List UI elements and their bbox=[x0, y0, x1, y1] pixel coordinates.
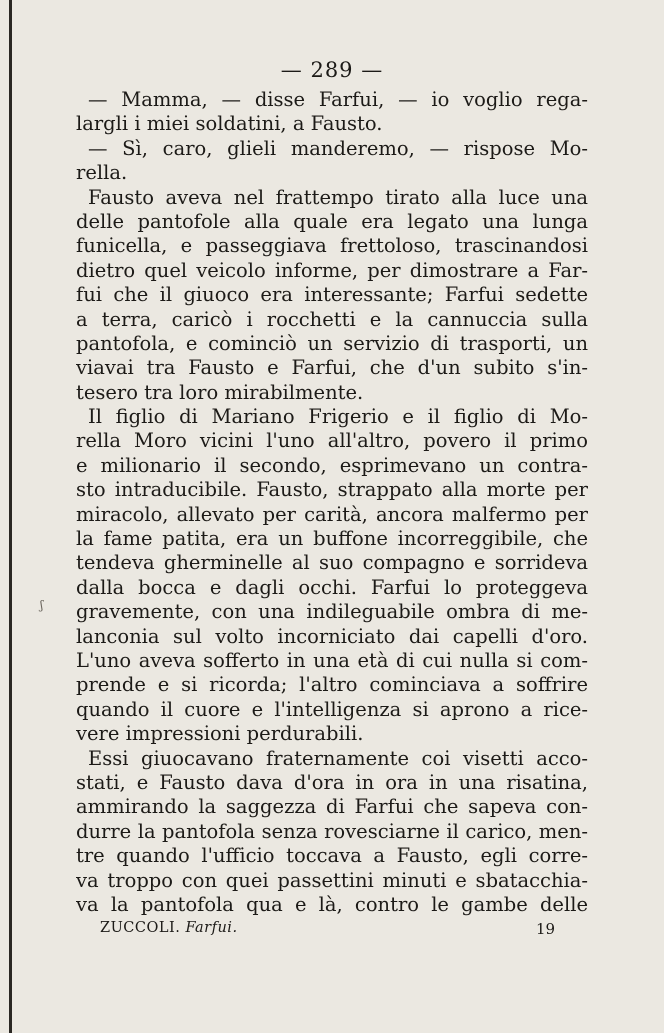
text-line: ammirando la saggezza di Farfui che sapeva con- bbox=[76, 795, 588, 819]
text-line: e milionario il secondo, esprimevano un contra- bbox=[76, 453, 588, 477]
footer-title: Farfui. bbox=[185, 920, 238, 936]
text-line: tesero tra loro mirabilmente. bbox=[76, 380, 364, 404]
text-line: rella. bbox=[76, 161, 128, 185]
text-line: Essi giuocavano fraternamente coi visetti acco- bbox=[88, 746, 588, 770]
body-text bbox=[76, 88, 588, 917]
footer-signature bbox=[100, 920, 238, 936]
page-number: — 289 — bbox=[280, 58, 384, 82]
text-line: gravemente, con una indileguabile ombra di me- bbox=[76, 600, 588, 624]
text-line: — Mamma, — disse Farfui, — io voglio rega- bbox=[88, 88, 588, 111]
text-line: — Sì, caro, glieli manderemo, — rispose Mo- bbox=[88, 136, 588, 160]
text-line: delle pantofole alla quale era legato una lunga bbox=[76, 209, 588, 233]
text-line: la fame patita, era un buffone incorreggibile, che bbox=[76, 527, 588, 551]
text-line: durre la pantofola senza rovesciarne il carico, men- bbox=[76, 819, 588, 843]
text-line: L'uno aveva sofferto in una età di cui nulla si com- bbox=[76, 648, 588, 672]
text-line: tendeva gherminelle al suo compagno e sorrideva bbox=[76, 551, 588, 575]
text-line: vere impressioni perdurabili. bbox=[76, 722, 364, 746]
text-line: va troppo con quei passettini minuti e sbatacchia- bbox=[76, 868, 588, 892]
text-line: va la pantofola qua e là, contro le gambe delle bbox=[76, 892, 588, 916]
text-line: Il figlio di Mariano Frigerio e il figlio di Mo- bbox=[88, 405, 588, 429]
margin-mark: ʃ bbox=[40, 598, 44, 612]
text-line: sto intraducibile. Fausto, strappato alla morte per bbox=[76, 478, 588, 502]
footer-author: ZUCCOLI. bbox=[100, 920, 181, 936]
text-line: prende e si ricorda; l'altro cominciava a soffrire bbox=[76, 673, 588, 697]
text-line: tre quando l'ufficio toccava a Fausto, egli corre- bbox=[76, 844, 588, 868]
text-line: miracolo, allevato per carità, ancora malfermo per bbox=[76, 502, 588, 526]
text-line: funicella, e passeggiava frettoloso, trascinandosi bbox=[76, 234, 588, 258]
text-line: pantofola, e cominciò un servizio di trasporti, un bbox=[76, 331, 588, 355]
text-line: viavai tra Fausto e Farfui, che d'un subito s'in- bbox=[76, 356, 588, 380]
text-line: largli i miei soldatini, a Fausto. bbox=[76, 112, 383, 136]
text-line: Fausto aveva nel frattempo tirato alla luce una bbox=[88, 185, 588, 209]
text-line: dietro quel veicolo informe, per dimostrare a Far- bbox=[76, 258, 588, 282]
text-line: fui che il giuoco era interessante; Farfui sedette bbox=[76, 283, 588, 307]
text-line: stati, e Fausto dava d'ora in ora in una risatina, bbox=[76, 770, 588, 794]
text-line: rella Moro vicini l'uno all'altro, povero il primo bbox=[76, 429, 588, 453]
text-line: dalla bocca e dagli occhi. Farfui lo proteggeva bbox=[76, 575, 588, 599]
text-line: a terra, caricò i rocchetti e la cannuccia sulla bbox=[76, 307, 588, 331]
binding-edge bbox=[9, 0, 12, 1033]
text-line: lanconia sul volto incorniciato dai capelli d'oro. bbox=[76, 624, 588, 648]
footer-sheet-number: 19 bbox=[536, 920, 556, 938]
text-line: quando il cuore e l'intelligenza si aprono a rice- bbox=[76, 697, 588, 721]
